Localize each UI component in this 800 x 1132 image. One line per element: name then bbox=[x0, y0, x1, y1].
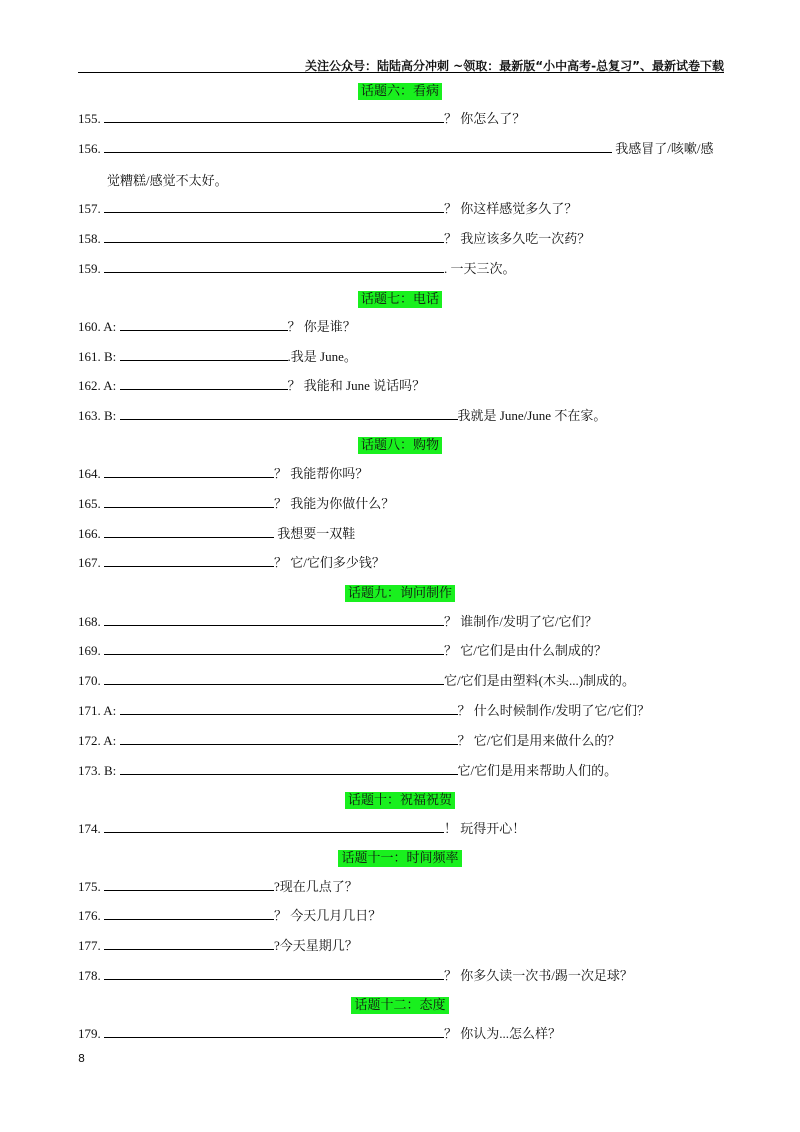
exercise-line: 174. ！ 玩得开心！ bbox=[78, 821, 526, 836]
answer-blank[interactable] bbox=[104, 671, 444, 685]
topic-heading: 话题七：电话 bbox=[0, 288, 800, 307]
exercise-line: 163. B: 我就是 June/June 不在家。 bbox=[78, 408, 607, 423]
answer-blank[interactable] bbox=[104, 553, 274, 567]
topic-heading: 话题九：询问制作 bbox=[0, 582, 800, 601]
page-number: 8 bbox=[78, 1052, 85, 1065]
exercise-line: 168. ？ 谁制作/发明了它/它们？ bbox=[78, 614, 598, 629]
exercise-line: 162. A: ？ 我能和 June 说话吗？ bbox=[78, 378, 426, 393]
exercise-line: 159. . 一天三次。 bbox=[78, 261, 516, 276]
topic-heading: 话题十一：时间频率 bbox=[0, 847, 800, 866]
exercise-line: 179. ？ 你认为...怎么样？ bbox=[78, 1026, 562, 1041]
answer-blank[interactable] bbox=[104, 966, 444, 980]
answer-blank[interactable] bbox=[120, 701, 458, 715]
answer-blank[interactable] bbox=[104, 259, 444, 273]
answer-blank[interactable] bbox=[104, 139, 612, 153]
exercise-line: 175. ?现在几点了？ bbox=[78, 879, 358, 894]
exercise-line: 158. ？ 我应该多久吃一次药？ bbox=[78, 231, 591, 246]
answer-blank[interactable] bbox=[104, 877, 274, 891]
answer-blank[interactable] bbox=[120, 317, 288, 331]
exercise-line: 169. ？ 它/它们是由什么制成的？ bbox=[78, 643, 607, 658]
topic-heading: 话题十二：态度 bbox=[0, 994, 800, 1013]
topic-heading: 话题八：购物 bbox=[0, 434, 800, 453]
exercise-continuation: 觉糟糕/感觉不太好。 bbox=[107, 173, 228, 188]
answer-blank[interactable] bbox=[104, 229, 444, 243]
exercise-line: 173. B: 它/它们是用来帮助人们的。 bbox=[78, 763, 618, 778]
answer-blank[interactable] bbox=[104, 906, 274, 920]
exercise-line: 155. ？ 你怎么了？ bbox=[78, 111, 526, 126]
answer-blank[interactable] bbox=[104, 612, 444, 626]
exercise-line: 170. 它/它们是由塑料(木头...)制成的。 bbox=[78, 673, 636, 688]
answer-blank[interactable] bbox=[120, 406, 458, 420]
answer-blank[interactable] bbox=[104, 641, 444, 655]
page-header bbox=[78, 58, 724, 73]
topic-heading: 话题六：看病 bbox=[0, 80, 800, 99]
answer-blank[interactable] bbox=[104, 199, 444, 213]
exercise-line: 177. ?今天星期几？ bbox=[78, 938, 358, 953]
answer-blank[interactable] bbox=[120, 376, 288, 390]
answer-blank[interactable] bbox=[104, 1024, 444, 1038]
exercise-line: 161. B: .我是 June。 bbox=[78, 349, 357, 364]
exercise-line: 166. 我想要一双鞋 bbox=[78, 526, 356, 541]
answer-blank[interactable] bbox=[104, 109, 444, 123]
answer-blank[interactable] bbox=[120, 731, 458, 745]
answer-blank[interactable] bbox=[104, 524, 274, 538]
exercise-line: 178. ？ 你多久读一次书/踢一次足球？ bbox=[78, 968, 633, 983]
exercise-line: 172. A: ？ 它/它们是用来做什么的？ bbox=[78, 733, 621, 748]
exercise-line: 160. A: ？ 你是谁？ bbox=[78, 319, 356, 334]
answer-blank[interactable] bbox=[104, 494, 274, 508]
exercise-line: 164. ？ 我能帮你吗？ bbox=[78, 466, 369, 481]
header-text: 关注公众号：陆陆高分冲刺 ~领取：最新版“小中高考-总复习”、最新试卷下载 bbox=[305, 59, 724, 73]
exercise-line: 165. ？ 我能为你做什么？ bbox=[78, 496, 395, 511]
exercise-line: 167. ？ 它/它们多少钱？ bbox=[78, 555, 385, 570]
answer-blank[interactable] bbox=[104, 819, 444, 833]
exercise-line: 171. A: ？ 什么时候制作/发明了它/它们？ bbox=[78, 703, 651, 718]
answer-blank[interactable] bbox=[120, 347, 288, 361]
answer-blank[interactable] bbox=[104, 464, 274, 478]
exercise-line: 156. 我感冒了/咳嗽/感 bbox=[78, 141, 714, 156]
exercise-line: 176. ？ 今天几月几日？ bbox=[78, 908, 382, 923]
topic-heading: 话题十：祝福祝贺 bbox=[0, 789, 800, 808]
answer-blank[interactable] bbox=[120, 761, 458, 775]
answer-blank[interactable] bbox=[104, 936, 274, 950]
exercise-line: 157. ？ 你这样感觉多久了？ bbox=[78, 201, 578, 216]
